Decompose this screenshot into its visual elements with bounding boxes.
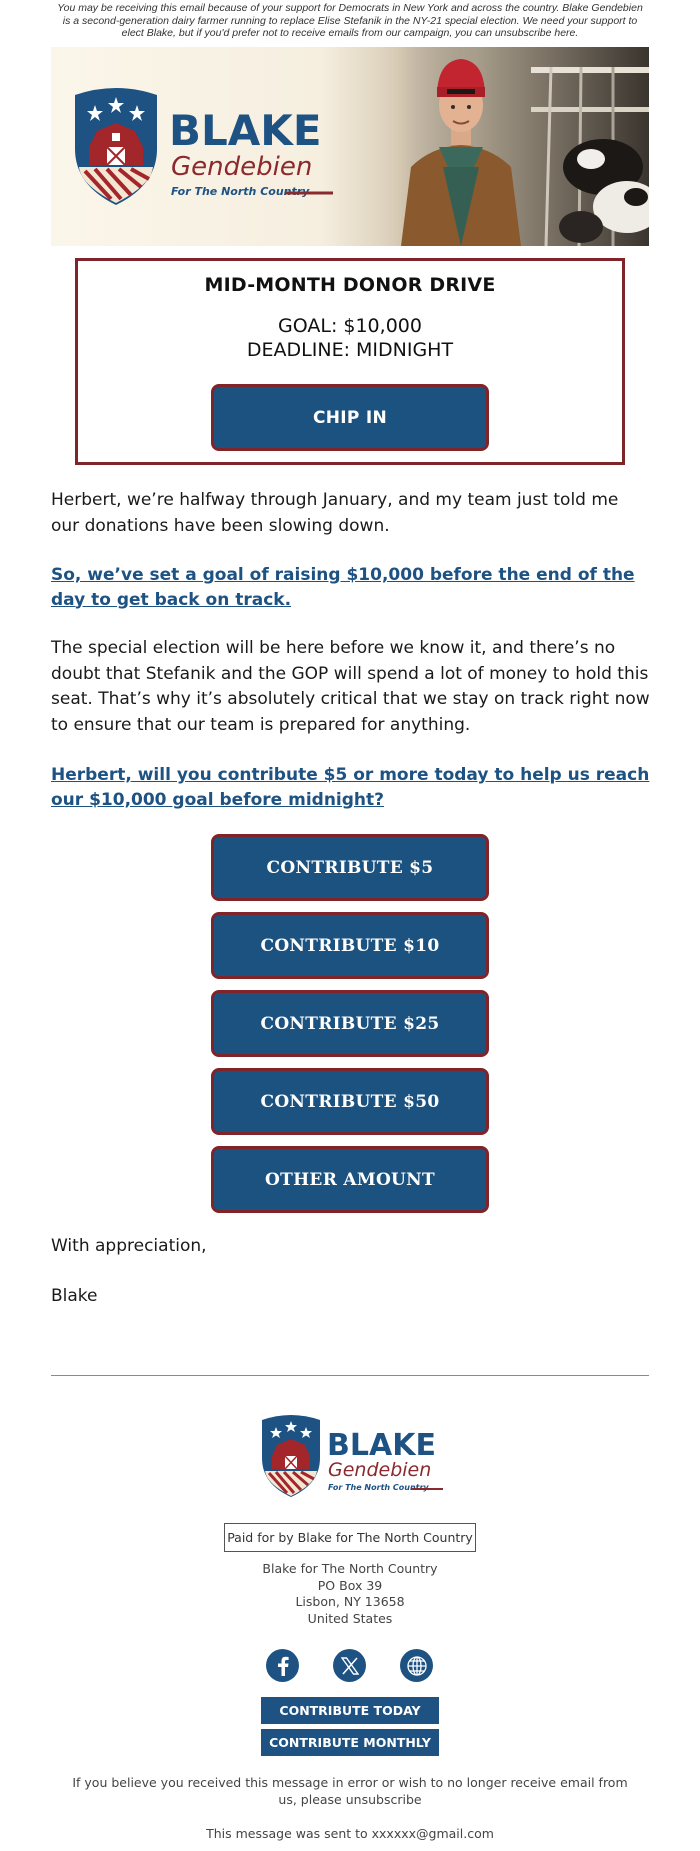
contribute-monthly-button[interactable]: CONTRIBUTE MONTHLY xyxy=(261,1729,439,1756)
logo-name-last: Gendebien xyxy=(171,152,313,182)
x-icon[interactable] xyxy=(333,1649,366,1682)
logo-name-first: BLAKE xyxy=(169,106,322,155)
contribute-50-button[interactable]: CONTRIBUTE $50 xyxy=(211,1068,489,1135)
logo-tagline: For The North Country xyxy=(171,185,310,198)
address-line-city: Lisbon, NY 13658 xyxy=(295,1594,405,1609)
globe-icon[interactable] xyxy=(400,1649,433,1682)
footer-logo-name-first: BLAKE xyxy=(327,1428,436,1463)
facebook-icon[interactable] xyxy=(266,1649,299,1682)
donor-drive-title: MID-MONTH DONOR DRIVE xyxy=(204,274,496,296)
contribute-today-button[interactable]: CONTRIBUTE TODAY xyxy=(261,1697,439,1724)
address-line-country: United States xyxy=(307,1610,393,1626)
other-amount-button[interactable]: OTHER AMOUNT xyxy=(211,1146,489,1213)
campaign-logo xyxy=(71,87,361,211)
goal-link[interactable]: So, we’ve set a goal of raising $10,000 before the end of the day to get back on track. xyxy=(51,565,635,610)
donor-deadline: DEADLINE: MIDNIGHT xyxy=(246,339,454,361)
donor-goal: GOAL: $10,000 xyxy=(278,315,422,337)
intro-paragraph: Herbert, we’re halfway through January, and my team just told me our donations have been slowing down. xyxy=(51,490,619,536)
address-line-org: Blake for The North Country xyxy=(262,1561,438,1576)
paid-for-disclaimer: Paid for by Blake for The North Country xyxy=(224,1523,476,1552)
footer-campaign-logo[interactable] xyxy=(259,1414,449,1502)
mailing-address xyxy=(200,1561,500,1627)
contribute-5-button[interactable]: CONTRIBUTE $5 xyxy=(211,834,489,901)
unsubscribe-text: If you believe you received this message in error or wish to no longer receive email from us, please xyxy=(72,1775,628,1807)
footer-logo-tagline: For The North Country xyxy=(328,1483,429,1492)
footer-divider xyxy=(51,1375,649,1376)
hero-banner[interactable] xyxy=(51,47,649,246)
unsubscribe-notice xyxy=(70,1775,630,1808)
signature-name: Blake xyxy=(51,1286,98,1306)
contribute-25-button[interactable]: CONTRIBUTE $25 xyxy=(211,990,489,1057)
candidate-photo xyxy=(381,47,649,246)
contribute-ask-link[interactable]: Herbert, will you contribute $5 or more today to help us reach our $10,000 goal before midnight? xyxy=(51,765,650,810)
footer-logo-name-last: Gendebien xyxy=(328,1459,432,1481)
sent-to-notice: This message was sent to xxxxxx@gmail.com xyxy=(206,1826,494,1841)
contribute-10-button[interactable]: CONTRIBUTE $10 xyxy=(211,912,489,979)
closing-text: With appreciation, xyxy=(51,1236,207,1256)
address-line-pobox: PO Box 39 xyxy=(317,1577,383,1593)
preheader-text: You may be receiving this email because of your support for Democrats in New York and across the country. Blake Gendebien is a second-generation dairy farmer running to replace Elise Stefanik in the NY-21 special election. We need your support to elect Blake, but if you'd prefer not to receive emails from our campaign, you can unsubscribe here. xyxy=(57,2,643,39)
chip-in-button[interactable]: CHIP IN xyxy=(211,384,489,451)
unsubscribe-link[interactable]: unsubscribe xyxy=(345,1791,422,1807)
election-paragraph: The special election will be here before we know it, and there’s no doubt that Stefanik and the GOP will spend a lot of money to hold this seat. That’s why it’s absolutely critical that we stay on track right now to ensure that our team is prepared for anything. xyxy=(51,638,650,735)
